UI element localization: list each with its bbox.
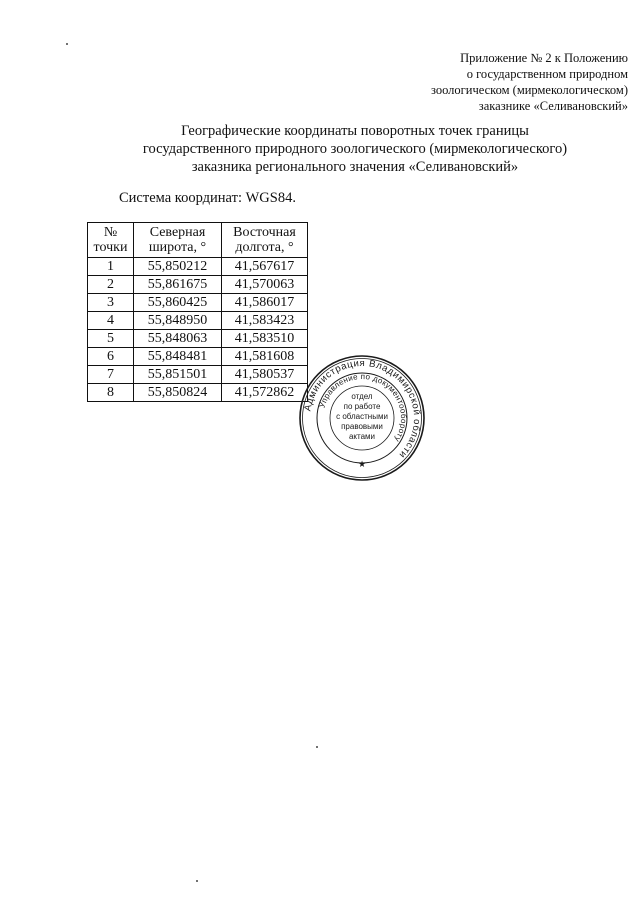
point-number: 2 <box>88 276 134 294</box>
table-row <box>88 294 308 312</box>
stamp-center-line: по работе <box>343 402 381 411</box>
point-number: 3 <box>88 294 134 312</box>
annex-line: зоологическом (мирмекологическом) <box>430 83 628 97</box>
scan-speck <box>196 880 198 882</box>
stamp-star-icon: ★ <box>357 459 367 469</box>
annex-header <box>431 50 628 114</box>
header-point-number: № точки <box>88 223 134 258</box>
table-row <box>88 384 308 402</box>
table-row <box>88 312 308 330</box>
longitude-cell: 41,586017 <box>222 294 308 312</box>
longitude-cell: 41,580537 <box>222 366 308 384</box>
longitude-cell: 41,567617 <box>222 258 308 276</box>
latitude-cell: 55,851501 <box>134 366 222 384</box>
scan-speck <box>316 746 318 748</box>
longitude-cell: 41,581608 <box>222 348 308 366</box>
annex-line: заказнике «Селивановский» <box>478 99 628 113</box>
stamp-outer-text: Администрация Владимирской области <box>302 357 423 461</box>
longitude-cell: 41,570063 <box>222 276 308 294</box>
coordinate-system-label: Система координат: WGS84. <box>119 190 296 206</box>
latitude-cell: 55,848063 <box>134 330 222 348</box>
latitude-cell: 55,848950 <box>134 312 222 330</box>
longitude-cell: 41,583510 <box>222 330 308 348</box>
point-number: 7 <box>88 366 134 384</box>
longitude-cell: 41,583423 <box>222 312 308 330</box>
header-longitude: Восточная долгота, ° <box>222 223 308 258</box>
document-title <box>70 122 640 176</box>
latitude-cell: 55,860425 <box>134 294 222 312</box>
table-row <box>88 276 308 294</box>
point-number: 5 <box>88 330 134 348</box>
table-row <box>88 366 308 384</box>
stamp-center-line: отдел <box>351 392 373 401</box>
stamp-inner-text: Управление по документообороту <box>317 371 409 444</box>
title-line: Географические координаты поворотных точек границы <box>181 123 529 139</box>
latitude-cell: 55,848481 <box>134 348 222 366</box>
stamp-center-line: актами <box>348 432 376 441</box>
title-line: государственного природного зоологического (мирмекологического) <box>142 141 568 157</box>
table-row <box>88 348 308 366</box>
longitude-cell: 41,572862 <box>222 384 308 402</box>
stamp-center-line: правовыми <box>341 422 383 431</box>
annex-line: о государственном природном <box>466 67 628 81</box>
point-number: 6 <box>88 348 134 366</box>
header-latitude: Северная широта, ° <box>134 223 222 258</box>
table-header-row <box>88 223 308 258</box>
coordinates-table <box>87 222 308 402</box>
table-row <box>88 330 308 348</box>
latitude-cell: 55,850212 <box>134 258 222 276</box>
point-number: 8 <box>88 384 134 402</box>
point-number: 4 <box>88 312 134 330</box>
table-row <box>88 258 308 276</box>
stamp-center-text <box>330 392 394 442</box>
latitude-cell: 55,850824 <box>134 384 222 402</box>
latitude-cell: 55,861675 <box>134 276 222 294</box>
title-line: заказника регионального значения «Селивановский» <box>191 159 519 175</box>
stamp-center-line: с областными <box>336 412 388 421</box>
point-number: 1 <box>88 258 134 276</box>
official-stamp <box>298 354 426 482</box>
annex-line: Приложение № 2 к Положению <box>460 51 628 65</box>
scan-speck <box>66 43 68 45</box>
